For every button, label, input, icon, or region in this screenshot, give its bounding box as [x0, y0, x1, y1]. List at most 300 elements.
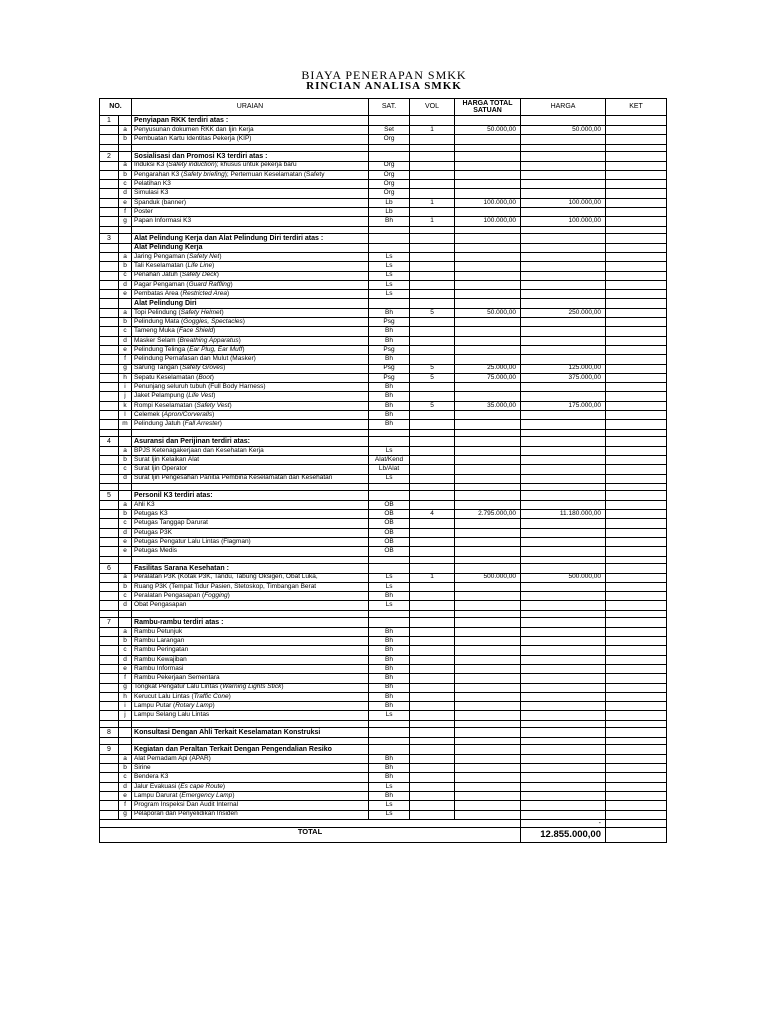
- item-description: Pengarahan K3 (Safety briefing); Pertemuan Keselamatan (Safety: [132, 170, 369, 179]
- spacer-row: [100, 720, 667, 727]
- section-title: Personil K3 terdiri atas:: [132, 490, 369, 500]
- section-row: [100, 563, 667, 573]
- item-description: Kerucut Lalu Lintas (Traffic Cone): [132, 692, 369, 701]
- item-note: [606, 810, 667, 819]
- item-note: [606, 791, 667, 800]
- item-unit-price: 25.000,00: [455, 364, 521, 373]
- item-note: [606, 290, 667, 299]
- item-letter: d: [119, 528, 132, 537]
- item-unit: Ls: [369, 782, 410, 791]
- subsection-row: [100, 299, 667, 308]
- item-unit: Ls: [369, 711, 410, 720]
- item-note: [606, 308, 667, 317]
- item-unit-price: 100.000,00: [455, 217, 521, 226]
- table-row: [100, 411, 667, 420]
- item-price: [521, 773, 606, 782]
- item-volume: [410, 327, 455, 336]
- table-row: [100, 383, 667, 392]
- table-row: [100, 189, 667, 198]
- item-volume: [410, 582, 455, 591]
- item-volume: 4: [410, 510, 455, 519]
- item-letter: b: [119, 170, 132, 179]
- item-description: Papan Informasi K3: [132, 217, 369, 226]
- item-note: [606, 318, 667, 327]
- item-price: [521, 764, 606, 773]
- item-volume: [410, 547, 455, 556]
- item-letter: h: [119, 373, 132, 382]
- spacer-row: [100, 483, 667, 490]
- item-unit-price: [455, 646, 521, 655]
- item-note: [606, 801, 667, 810]
- item-price: [521, 674, 606, 683]
- item-description: Tongkat Pengatur Lalu Lintas (Warning Lights Stick): [132, 683, 369, 692]
- item-note: [606, 510, 667, 519]
- table-row: [100, 327, 667, 336]
- section-number: 5: [100, 490, 119, 500]
- item-letter: d: [119, 336, 132, 345]
- item-price: [521, 592, 606, 601]
- item-unit: Ls: [369, 262, 410, 271]
- table-row: [100, 308, 667, 317]
- item-description: Pelaporan dan Penyelidikan Insiden: [132, 810, 369, 819]
- item-volume: [410, 711, 455, 720]
- item-unit-price: [455, 135, 521, 144]
- item-letter: c: [119, 592, 132, 601]
- item-price: [521, 683, 606, 692]
- item-price: 11.180.000,00: [521, 510, 606, 519]
- item-note: [606, 126, 667, 135]
- item-description: Ahli K3: [132, 500, 369, 509]
- item-letter: d: [119, 601, 132, 610]
- item-description: Topi Pelindung (Safety Helmet): [132, 308, 369, 317]
- item-volume: [410, 411, 455, 420]
- item-note: [606, 170, 667, 179]
- item-price: [521, 290, 606, 299]
- item-volume: [410, 474, 455, 483]
- item-note: [606, 401, 667, 410]
- item-letter: m: [119, 420, 132, 429]
- item-letter: c: [119, 327, 132, 336]
- item-letter: g: [119, 810, 132, 819]
- item-unit-price: [455, 262, 521, 271]
- table-row: [100, 135, 667, 144]
- item-unit-price: [455, 773, 521, 782]
- item-unit-price: [455, 383, 521, 392]
- table-row: [100, 655, 667, 664]
- table-row: [100, 290, 667, 299]
- item-price: [521, 601, 606, 610]
- item-unit: Bh: [369, 327, 410, 336]
- total-label: TOTAL: [100, 827, 521, 842]
- item-note: [606, 411, 667, 420]
- item-volume: [410, 420, 455, 429]
- table-row: [100, 355, 667, 364]
- item-description: Pagar Pengaman (Guard Raffling): [132, 280, 369, 289]
- item-letter: a: [119, 573, 132, 582]
- spacer-row: [100, 737, 667, 744]
- item-letter: e: [119, 345, 132, 354]
- item-volume: [410, 519, 455, 528]
- item-unit-price: [455, 252, 521, 261]
- item-description: Penyusunan dokumen RKK dan Ijin Kerja: [132, 126, 369, 135]
- table-row: [100, 692, 667, 701]
- item-volume: [410, 601, 455, 610]
- item-letter: f: [119, 355, 132, 364]
- item-description: Pelatihan K3: [132, 180, 369, 189]
- item-letter: e: [119, 791, 132, 800]
- item-unit-price: 500.000,00: [455, 573, 521, 582]
- item-volume: [410, 392, 455, 401]
- section-title: Sosialisasi dan Promosi K3 terdiri atas :: [132, 151, 369, 161]
- item-price: [521, 692, 606, 701]
- item-unit-price: [455, 392, 521, 401]
- item-description: Sepatu Keselamatan (Boot): [132, 373, 369, 382]
- item-price: [521, 383, 606, 392]
- section-title: Asuransi dan Perijinan terdiri atas:: [132, 436, 369, 446]
- table-row: [100, 528, 667, 537]
- item-volume: [410, 135, 455, 144]
- item-description: Rambu Kewajiban: [132, 655, 369, 664]
- item-letter: d: [119, 782, 132, 791]
- item-unit-price: [455, 465, 521, 474]
- item-price: 100.000,00: [521, 217, 606, 226]
- item-note: [606, 637, 667, 646]
- item-unit: Bh: [369, 383, 410, 392]
- item-unit-price: [455, 711, 521, 720]
- section-row: [100, 151, 667, 161]
- item-note: [606, 180, 667, 189]
- dash-row: [100, 819, 667, 827]
- item-unit-price: [455, 271, 521, 280]
- item-price: [521, 135, 606, 144]
- item-description: Masker Selam (Breathing Apparatus): [132, 336, 369, 345]
- item-letter: b: [119, 135, 132, 144]
- item-unit-price: [455, 754, 521, 763]
- table-row: [100, 773, 667, 782]
- item-unit: Psg: [369, 364, 410, 373]
- item-price: [521, 582, 606, 591]
- item-unit-price: [455, 702, 521, 711]
- item-note: [606, 345, 667, 354]
- item-unit: Bh: [369, 392, 410, 401]
- item-unit-price: [455, 474, 521, 483]
- section-title: Konsultasi Dengan Ahli Terkait Keselamatan Konstruksi: [132, 727, 369, 737]
- item-letter: b: [119, 262, 132, 271]
- item-price: [521, 754, 606, 763]
- item-volume: [410, 336, 455, 345]
- item-description: Obat Pengasapan: [132, 601, 369, 610]
- table-row: [100, 573, 667, 582]
- table-row: [100, 711, 667, 720]
- spacer-row: [100, 429, 667, 436]
- item-description: Pembatas Area (Restricted Area): [132, 290, 369, 299]
- table-row: [100, 126, 667, 135]
- section-row: [100, 490, 667, 500]
- item-unit: Lb: [369, 208, 410, 217]
- item-volume: [410, 655, 455, 664]
- item-unit: Org: [369, 170, 410, 179]
- item-letter: f: [119, 674, 132, 683]
- item-note: [606, 392, 667, 401]
- header-no: NO.: [100, 99, 132, 116]
- item-note: [606, 601, 667, 610]
- item-unit-price: [455, 446, 521, 455]
- cost-table: [99, 98, 667, 843]
- item-unit-price: [455, 318, 521, 327]
- item-unit-price: [455, 801, 521, 810]
- item-note: [606, 711, 667, 720]
- item-description: Program Inspeksi Dan Audit Internal: [132, 801, 369, 810]
- item-unit-price: [455, 692, 521, 701]
- subsection-title: Alat Pelindung Kerja: [132, 243, 369, 252]
- item-letter: d: [119, 474, 132, 483]
- item-letter: e: [119, 537, 132, 546]
- section-title: Kegiatan dan Peraltan Terkait Dengan Pengendalian Resiko: [132, 744, 369, 754]
- item-unit: Org: [369, 135, 410, 144]
- item-volume: [410, 280, 455, 289]
- item-unit-price: [455, 528, 521, 537]
- section-number: 1: [100, 116, 119, 126]
- item-note: [606, 528, 667, 537]
- item-unit: Bh: [369, 754, 410, 763]
- item-letter: a: [119, 126, 132, 135]
- item-unit: Ls: [369, 573, 410, 582]
- item-letter: l: [119, 411, 132, 420]
- item-unit: Bh: [369, 655, 410, 664]
- item-unit-price: [455, 500, 521, 509]
- item-description: Penunjang seluruh tubuh (Full Body Harness): [132, 383, 369, 392]
- document-subtitle: RINCIAN ANALISA SMKK: [306, 80, 462, 92]
- item-letter: e: [119, 290, 132, 299]
- item-unit-price: 50.000,00: [455, 126, 521, 135]
- item-volume: [410, 271, 455, 280]
- item-volume: [410, 383, 455, 392]
- item-volume: [410, 664, 455, 673]
- item-unit: Bh: [369, 627, 410, 636]
- item-volume: [410, 345, 455, 354]
- item-note: [606, 217, 667, 226]
- item-volume: [410, 637, 455, 646]
- item-unit: Org: [369, 161, 410, 170]
- table-row: [100, 810, 667, 819]
- item-description: Surat Ijin Kelaikan Alat: [132, 455, 369, 464]
- item-price: [521, 455, 606, 464]
- item-volume: [410, 674, 455, 683]
- item-letter: d: [119, 189, 132, 198]
- table-row: [100, 627, 667, 636]
- item-description: Jalur Evakuasi (Es cape Route): [132, 782, 369, 791]
- item-volume: [410, 773, 455, 782]
- item-unit-price: 50.000,00: [455, 308, 521, 317]
- table-row: [100, 446, 667, 455]
- item-unit: Ls: [369, 252, 410, 261]
- item-volume: [410, 754, 455, 763]
- item-unit: Bh: [369, 336, 410, 345]
- item-volume: [410, 189, 455, 198]
- item-description: Pelindung Pernafasan dan Mulut (Masker): [132, 355, 369, 364]
- item-price: 375.000,00: [521, 373, 606, 382]
- item-note: [606, 692, 667, 701]
- item-volume: 1: [410, 217, 455, 226]
- table-row: [100, 180, 667, 189]
- item-unit: Bh: [369, 683, 410, 692]
- item-letter: j: [119, 711, 132, 720]
- item-description: Rambu Petunjuk: [132, 627, 369, 636]
- item-letter: b: [119, 510, 132, 519]
- item-note: [606, 364, 667, 373]
- item-description: Sirine: [132, 764, 369, 773]
- item-description: Rambu Larangan: [132, 637, 369, 646]
- item-letter: b: [119, 455, 132, 464]
- table-row: [100, 198, 667, 207]
- item-note: [606, 271, 667, 280]
- spacer-row: [100, 610, 667, 617]
- section-row: [100, 233, 667, 243]
- item-volume: 5: [410, 401, 455, 410]
- item-price: [521, 646, 606, 655]
- item-unit: Bh: [369, 674, 410, 683]
- item-unit-price: [455, 637, 521, 646]
- item-price: [521, 627, 606, 636]
- header-ket: KET: [606, 99, 667, 116]
- spacer-row: [100, 144, 667, 151]
- table-row: [100, 364, 667, 373]
- item-description: Surat Ijin Operator: [132, 465, 369, 474]
- item-unit: Lb: [369, 198, 410, 207]
- item-letter: e: [119, 664, 132, 673]
- table-row: [100, 801, 667, 810]
- section-title: Fasilitas Sarana Kesehatan :: [132, 563, 369, 573]
- document-title: BIAYA PENERAPAN SMKK: [301, 68, 467, 82]
- item-note: [606, 420, 667, 429]
- table-row: [100, 252, 667, 261]
- table-row: [100, 637, 667, 646]
- item-price: [521, 810, 606, 819]
- spacer-row: [100, 556, 667, 563]
- item-volume: [410, 627, 455, 636]
- header-sat: SAT.: [369, 99, 410, 116]
- item-description: Lampu Darurat (Emergency Lamp): [132, 791, 369, 800]
- table-row: [100, 782, 667, 791]
- item-note: [606, 446, 667, 455]
- item-price: 250.000,00: [521, 308, 606, 317]
- item-unit-price: [455, 810, 521, 819]
- item-price: [521, 336, 606, 345]
- item-description: Petugas Tanggap Darurat: [132, 519, 369, 528]
- table-row: [100, 500, 667, 509]
- item-description: Celemek (Apron/Corveralls): [132, 411, 369, 420]
- item-unit: Bh: [369, 791, 410, 800]
- item-unit: OB: [369, 500, 410, 509]
- item-price: [521, 547, 606, 556]
- item-description: Tali Keselamatan (Life Line): [132, 262, 369, 271]
- item-description: Ruang P3K (Tempat Tidur Pasien, Stetoskop, Timbangan Berat: [132, 582, 369, 591]
- item-note: [606, 683, 667, 692]
- item-note: [606, 782, 667, 791]
- table-row: [100, 345, 667, 354]
- item-unit: Ls: [369, 280, 410, 289]
- item-unit: OB: [369, 519, 410, 528]
- item-volume: [410, 791, 455, 800]
- item-letter: c: [119, 465, 132, 474]
- item-letter: g: [119, 364, 132, 373]
- section-number: 3: [100, 233, 119, 243]
- item-unit: Bh: [369, 764, 410, 773]
- item-volume: [410, 537, 455, 546]
- item-description: Poster: [132, 208, 369, 217]
- item-volume: [410, 801, 455, 810]
- item-letter: a: [119, 446, 132, 455]
- item-description: Sarung Tangan (Safety Groves): [132, 364, 369, 373]
- item-note: [606, 355, 667, 364]
- item-volume: [410, 252, 455, 261]
- table-row: [100, 474, 667, 483]
- item-unit: Bh: [369, 401, 410, 410]
- item-price: [521, 664, 606, 673]
- item-price: [521, 271, 606, 280]
- item-unit: Ls: [369, 474, 410, 483]
- item-letter: c: [119, 271, 132, 280]
- item-description: Pelindung Jatuh (Fall Arrester): [132, 420, 369, 429]
- table-row: [100, 161, 667, 170]
- item-unit-price: [455, 674, 521, 683]
- item-unit: Bh: [369, 592, 410, 601]
- item-unit: Ls: [369, 810, 410, 819]
- item-price: [521, 519, 606, 528]
- section-number: 9: [100, 744, 119, 754]
- item-note: [606, 573, 667, 582]
- item-unit: Alat/Kend: [369, 455, 410, 464]
- item-letter: d: [119, 280, 132, 289]
- item-letter: i: [119, 702, 132, 711]
- item-description: BPJS Ketenagakerjaan dan Kesehatan Kerja: [132, 446, 369, 455]
- item-volume: 5: [410, 373, 455, 382]
- item-description: Induksi K3 (Safety induction); khusus untuk pekerja baru: [132, 161, 369, 170]
- item-letter: c: [119, 773, 132, 782]
- item-note: [606, 474, 667, 483]
- item-description: Tameng Muka (Face Shield): [132, 327, 369, 336]
- item-note: [606, 336, 667, 345]
- item-unit-price: [455, 782, 521, 791]
- item-letter: b: [119, 318, 132, 327]
- item-description: Jaket Pelampung (Life Vest): [132, 392, 369, 401]
- item-note: [606, 189, 667, 198]
- item-unit: OB: [369, 528, 410, 537]
- item-volume: [410, 161, 455, 170]
- item-description: Petugas Pengatur Lalu Lintas (Flagman): [132, 537, 369, 546]
- item-volume: [410, 764, 455, 773]
- item-letter: c: [119, 646, 132, 655]
- item-note: [606, 773, 667, 782]
- table-row: [100, 702, 667, 711]
- item-unit-price: [455, 208, 521, 217]
- table-row: [100, 392, 667, 401]
- item-unit: OB: [369, 537, 410, 546]
- item-letter: j: [119, 392, 132, 401]
- item-letter: e: [119, 198, 132, 207]
- item-price: 500.000,00: [521, 573, 606, 582]
- item-unit: Ls: [369, 290, 410, 299]
- item-unit: OB: [369, 510, 410, 519]
- item-description: Spanduk (banner): [132, 198, 369, 207]
- table-row: [100, 217, 667, 226]
- item-volume: [410, 446, 455, 455]
- item-unit-price: [455, 519, 521, 528]
- item-volume: [410, 180, 455, 189]
- table-row: [100, 318, 667, 327]
- table-body: [100, 116, 667, 820]
- item-unit: Bh: [369, 411, 410, 420]
